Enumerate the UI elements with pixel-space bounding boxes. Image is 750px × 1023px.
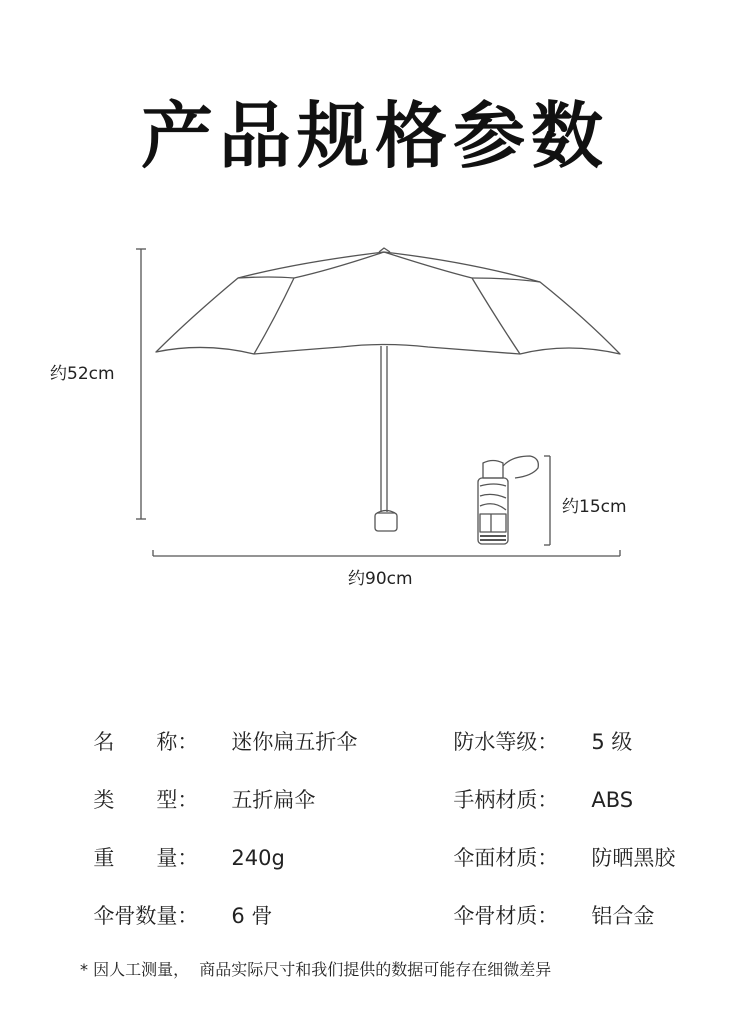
spec-value: 240g: [231, 846, 285, 870]
spec-value: 防晒黑胶: [591, 846, 676, 870]
spec-value: 6 骨: [231, 904, 273, 928]
spec-value: 5 级: [591, 730, 633, 754]
spec-value: 迷你扁五折伞: [231, 730, 358, 754]
spec-value: 铝合金: [591, 904, 655, 928]
spec-label: 伞骨数量：: [93, 904, 199, 928]
umbrella-handle: [375, 513, 397, 531]
spec-value: ABS: [591, 788, 634, 812]
height-dimension-label: 约52cm: [50, 364, 115, 384]
spec-row-handle-material: [440, 760, 633, 814]
height-dimension-line: [136, 249, 146, 519]
spec-row-weight: [80, 818, 285, 872]
spec-row-type: [80, 760, 315, 814]
folded-dimension-label: 约15cm: [562, 497, 627, 517]
spec-label: 手柄材质：: [453, 788, 559, 812]
umbrella-panel-seam: [238, 277, 294, 278]
umbrella-panel-seam: [384, 252, 520, 354]
spec-label: 重 量：: [93, 846, 199, 870]
spec-label: 伞面材质：: [453, 846, 559, 870]
spec-label: 名 称：: [93, 730, 199, 754]
spec-label: 伞骨材质：: [453, 904, 559, 928]
page-title: 产品规格参数: [140, 94, 609, 178]
spec-row-name: [80, 702, 357, 756]
width-dimension-label: 约90cm: [348, 569, 413, 589]
spec-row-waterproof: [440, 702, 632, 756]
umbrella-panel-seam: [254, 252, 384, 354]
spec-row-canopy-material: [440, 818, 675, 872]
spec-label: 类 型：: [93, 788, 199, 812]
umbrella-tip: [379, 248, 390, 252]
width-dimension-line: [153, 550, 620, 556]
folded-umbrella: [478, 456, 538, 544]
umbrella-canopy-outline: [156, 252, 620, 354]
measurement-note: * 因人工测量， 商品实际尺寸和我们提供的数据可能存在细微差异: [80, 960, 552, 979]
spec-row-ribs: [80, 876, 272, 930]
folded-dimension-line: [544, 456, 550, 545]
spec-row-rib-material: [440, 876, 654, 930]
spec-value: 五折扁伞: [231, 788, 316, 812]
spec-label: 防水等级：: [453, 730, 559, 754]
